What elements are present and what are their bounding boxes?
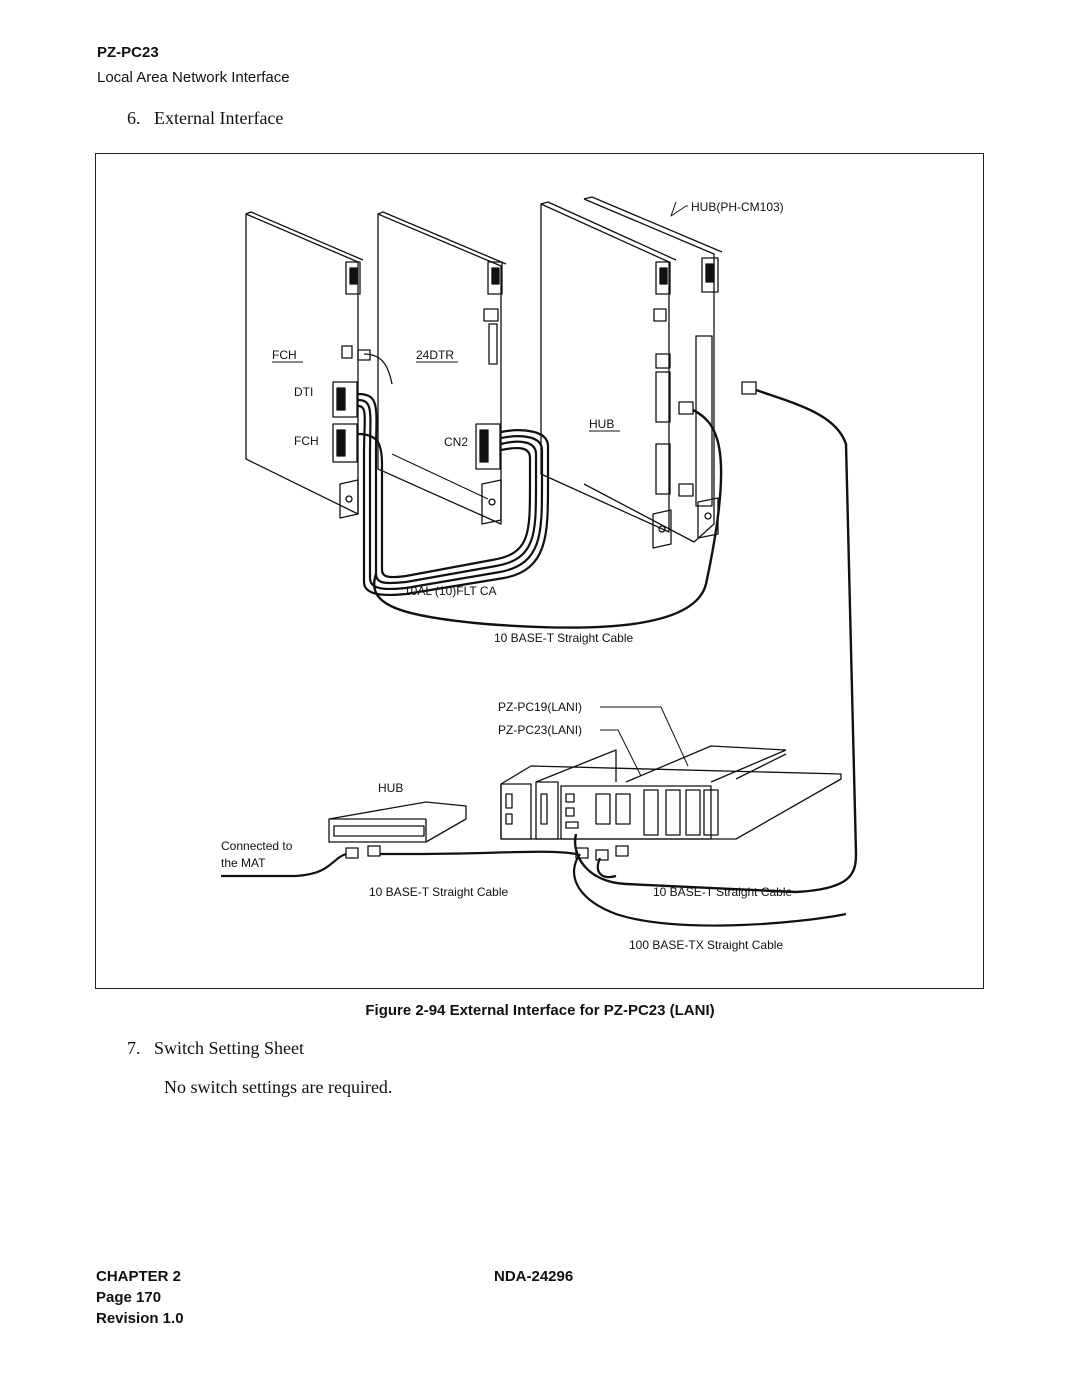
- section-7-heading: [127, 1038, 304, 1059]
- network-diagram: [96, 154, 985, 990]
- figure-caption: Figure 2-94 External Interface for PZ-PC23 (LANI): [365, 1002, 715, 1019]
- label-straight-cable-top: 10 BASE-T Straight Cable: [494, 631, 634, 645]
- label-pz-pc19: PZ-PC19(LANI): [498, 700, 583, 714]
- hub-cm103-leader: [671, 202, 686, 216]
- mat-chassis: [501, 746, 841, 839]
- fch-card: [246, 212, 363, 518]
- label-tx-cable: 100 BASE-TX Straight Cable: [629, 938, 784, 952]
- label-24dtr: 24DTR: [416, 348, 455, 362]
- pc19-leader: [600, 707, 688, 766]
- external-hub: [329, 802, 466, 842]
- section-7-title: Switch Setting Sheet: [154, 1038, 304, 1058]
- section-6-heading: [127, 108, 283, 129]
- label-straight-cable-right: 10 BASE-T Straight Cable: [653, 885, 793, 899]
- label-fch-bottom: FCH: [294, 434, 319, 448]
- label-flt-cable: 10AL (10)FLT CA: [404, 584, 497, 598]
- label-hub-card: HUB: [589, 417, 615, 431]
- figure-frame: [95, 153, 984, 989]
- label-dti: DTI: [294, 385, 314, 399]
- section-6-number: 6.: [127, 108, 141, 128]
- section-7-number: 7.: [127, 1038, 141, 1058]
- hub-card: [541, 202, 676, 548]
- footer-chapter: CHAPTER 2: [96, 1268, 182, 1285]
- label-hub-external: HUB: [378, 781, 404, 795]
- label-connected-to: Connected to: [221, 839, 293, 853]
- label-the-mat: the MAT: [221, 856, 266, 870]
- label-straight-cable-left: 10 BASE-T Straight Cable: [369, 885, 509, 899]
- footer-page: Page 170: [96, 1289, 162, 1306]
- section-6-title: External Interface: [154, 108, 284, 128]
- fch-connector: [358, 350, 370, 360]
- footer-revision: Revision 1.0: [96, 1310, 184, 1327]
- hub-ph-cm103-card: [584, 197, 722, 542]
- header-subtitle: Local Area Network Interface: [97, 69, 290, 86]
- label-fch-top: FCH: [272, 348, 297, 362]
- label-hub-ph-cm103: HUB(PH-CM103): [691, 200, 784, 214]
- label-cn2: CN2: [444, 435, 469, 449]
- section-7-body: No switch settings are required.: [164, 1077, 393, 1097]
- header-title: PZ-PC23: [97, 44, 159, 61]
- cn2-leader: [392, 454, 488, 499]
- flt-cable-bundle: [358, 394, 548, 595]
- label-pz-pc23: PZ-PC23(LANI): [498, 723, 583, 737]
- footer-doc-number: NDA-24296: [494, 1268, 574, 1285]
